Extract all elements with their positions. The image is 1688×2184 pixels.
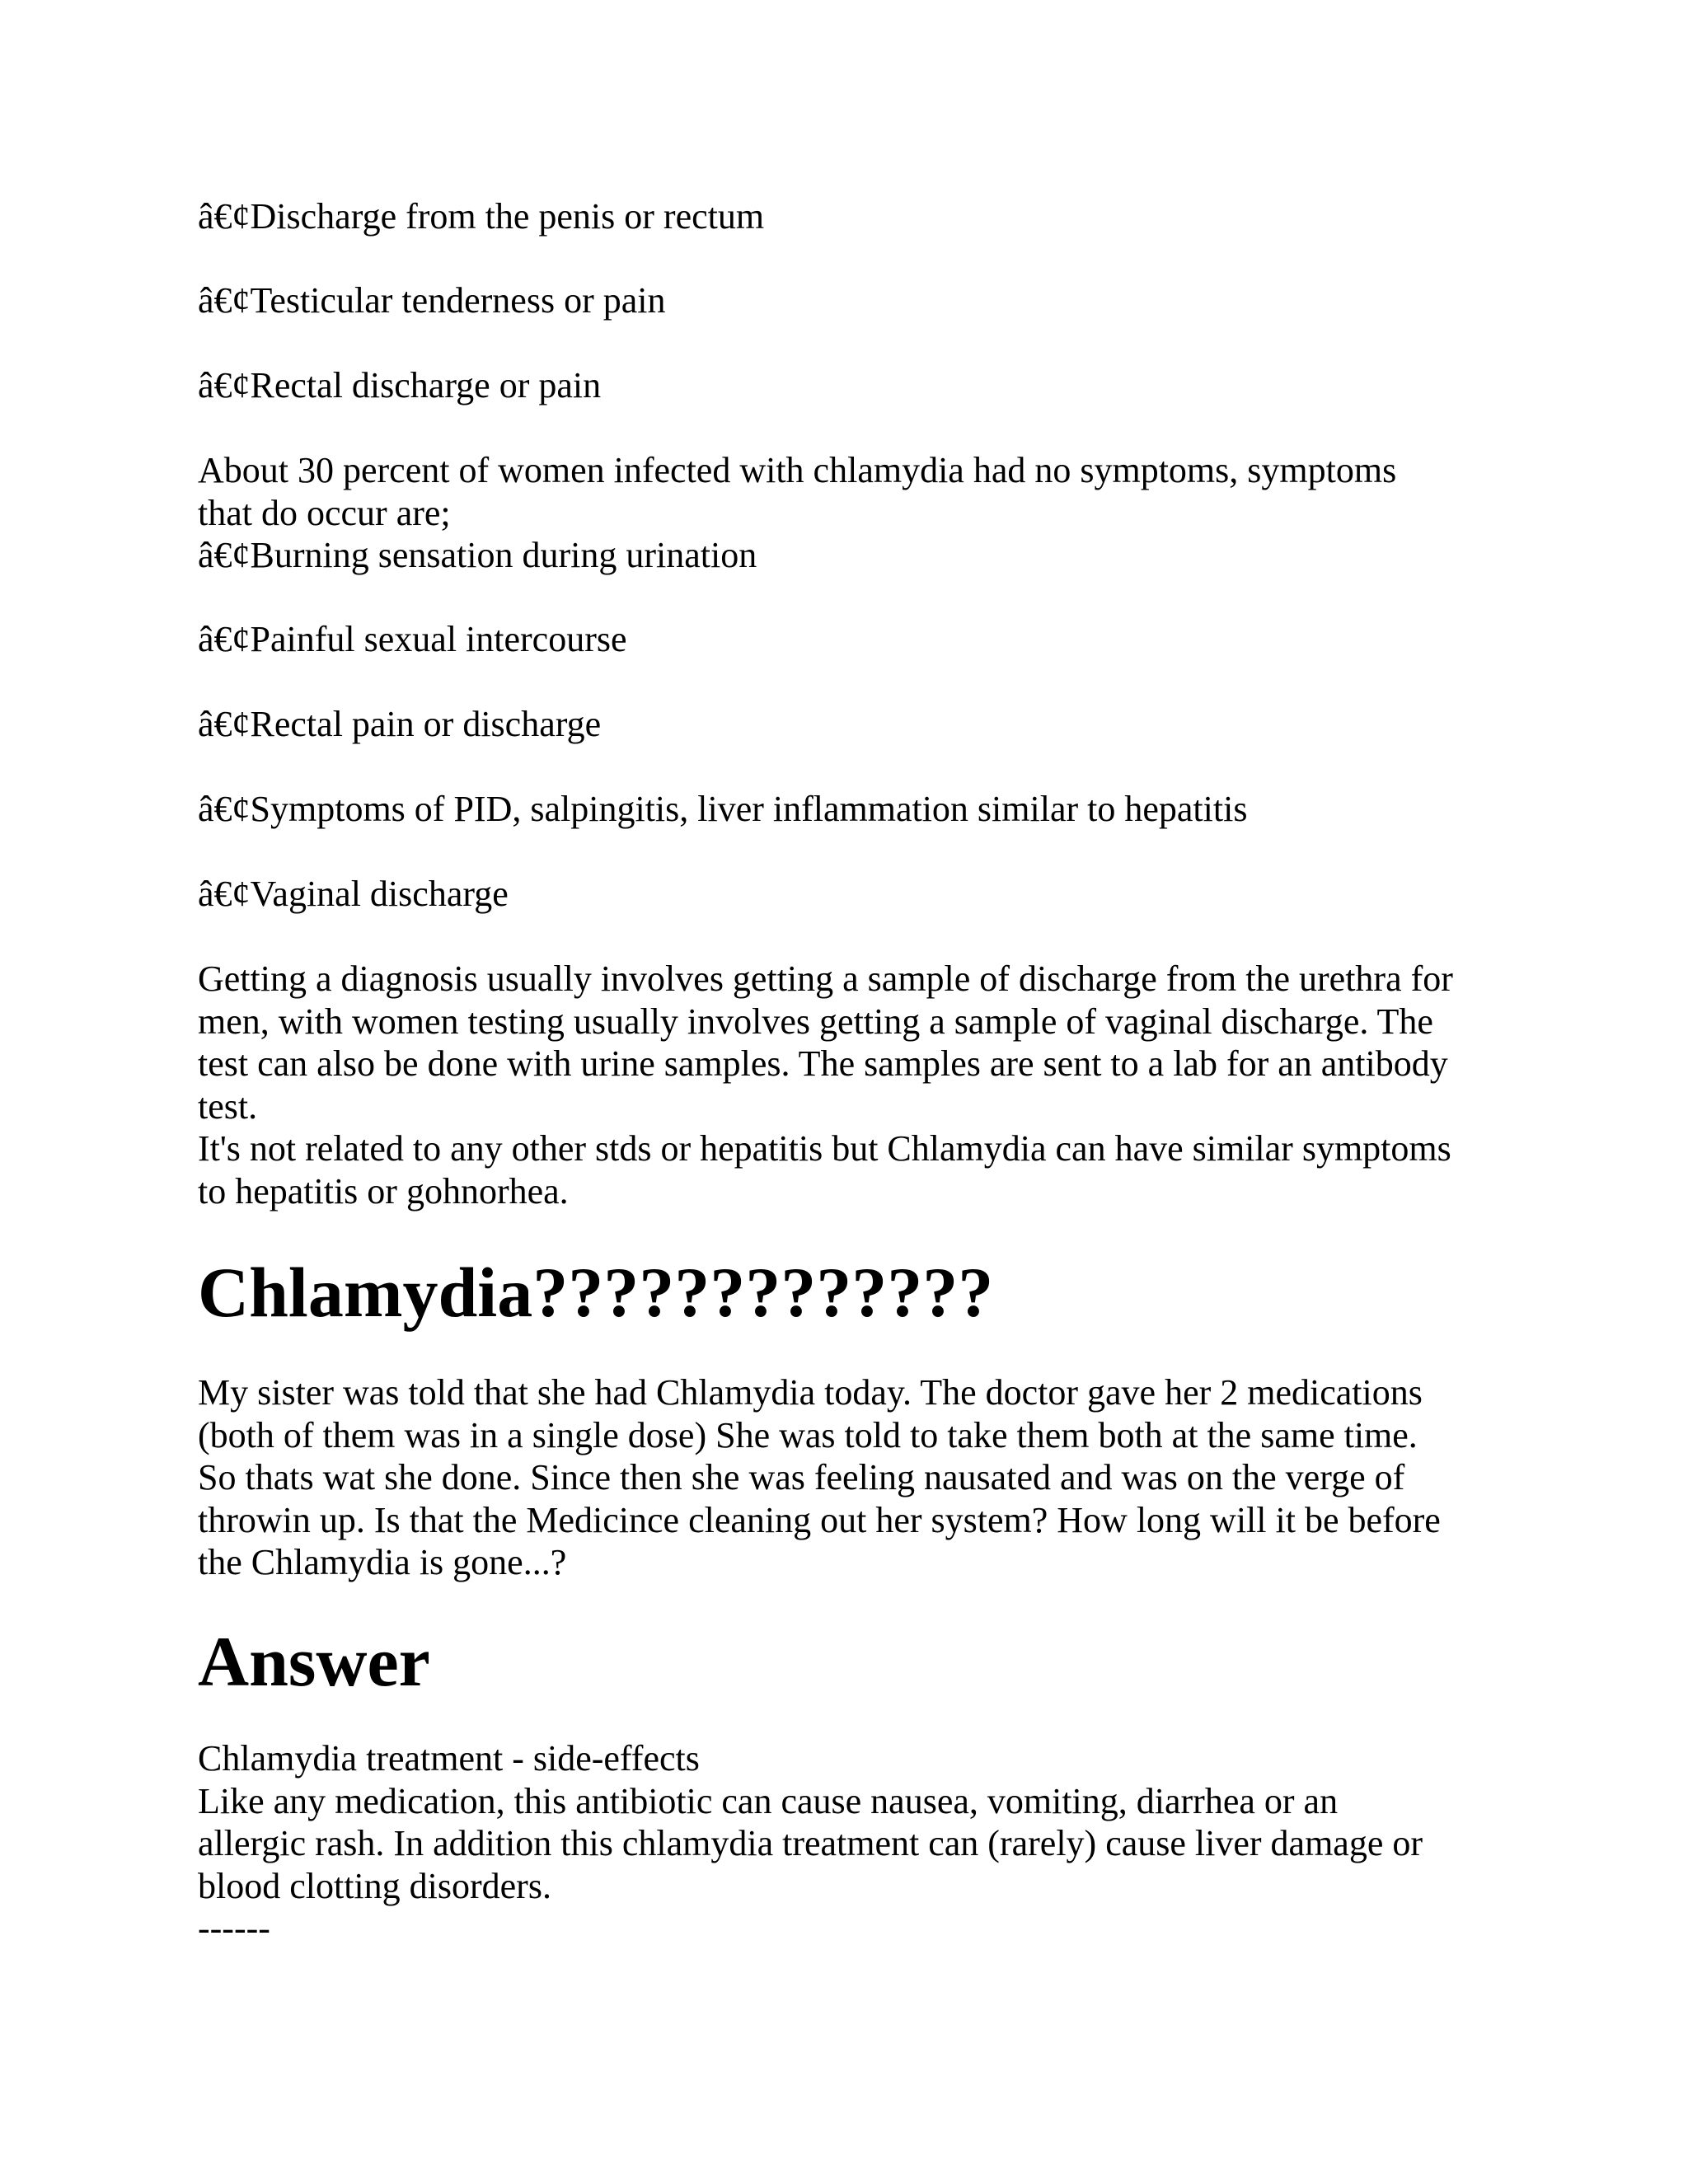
- text-line: It's not related to any other stds or hepatitis but Chlamydia can have similar symptoms: [198, 1128, 1451, 1169]
- symptom-bullet-rectal-men: â€¢Rectal discharge or pain: [198, 365, 602, 405]
- text-line: (both of them was in a single dose) She was told to take them both at the same time.: [198, 1414, 1418, 1455]
- text-line: men, with women testing usually involves getting a sample of vaginal discharge. The: [198, 1001, 1433, 1042]
- text-line: test can also be done with urine samples. The samples are sent to a lab for an antibody: [198, 1043, 1448, 1084]
- symptom-bullet-vaginal: â€¢Vaginal discharge: [198, 874, 509, 914]
- symptom-bullet-pid: â€¢Symptoms of PID, salpingitis, liver inflammation similar to hepatitis: [198, 789, 1248, 829]
- text-line: Getting a diagnosis usually involves getting a sample of discharge from the urethra for: [198, 958, 1453, 999]
- symptom-bullet-painful-intercourse: â€¢Painful sexual intercourse: [198, 619, 627, 659]
- text-line: test.: [198, 1085, 258, 1127]
- symptom-bullet-burning: â€¢Burning sensation during urination: [198, 535, 757, 575]
- text-line: allergic rash. In addition this chlamydia treatment can (rarely) cause liver damage or: [198, 1823, 1423, 1863]
- text-line: My sister was told that she had Chlamydia today. The doctor gave her 2 medications: [198, 1372, 1423, 1413]
- text-line: So thats wat she done. Since then she was feeling nausated and was on the verge of: [198, 1457, 1405, 1497]
- text-line: the Chlamydia is gone...?: [198, 1542, 567, 1582]
- text-line: that do occur are;: [198, 492, 451, 533]
- diagnosis-paragraph: [198, 958, 1517, 1212]
- question-body: [198, 1371, 1517, 1584]
- text-line: About 30 percent of women infected with chlamydia had no symptoms, symptoms: [198, 450, 1397, 490]
- text-line: Like any medication, this antibiotic can cause nausea, vomiting, diarrhea or an: [198, 1780, 1339, 1821]
- symptom-bullet-rectal-women: â€¢Rectal pain or discharge: [198, 704, 602, 744]
- separator-dashes: ------: [198, 1908, 270, 1948]
- answer-subtitle: Chlamydia treatment - side-effects: [198, 1738, 700, 1779]
- answer-heading: Answer: [198, 1622, 430, 1701]
- women-symptoms-intro: [198, 449, 1517, 577]
- symptom-bullet-testicular: â€¢Testicular tenderness or pain: [198, 280, 666, 321]
- text-line: blood clotting disorders.: [198, 1865, 551, 1906]
- question-heading: Chlamydia?????????????: [198, 1253, 994, 1332]
- text-line: throwin up. Is that the Medicince cleaning out her system? How long will it be before: [198, 1499, 1441, 1540]
- answer-body: [198, 1737, 1517, 1950]
- text-line: to hepatitis or gohnorhea.: [198, 1170, 569, 1212]
- symptom-bullet-discharge-penis: â€¢Discharge from the penis or rectum: [198, 196, 765, 237]
